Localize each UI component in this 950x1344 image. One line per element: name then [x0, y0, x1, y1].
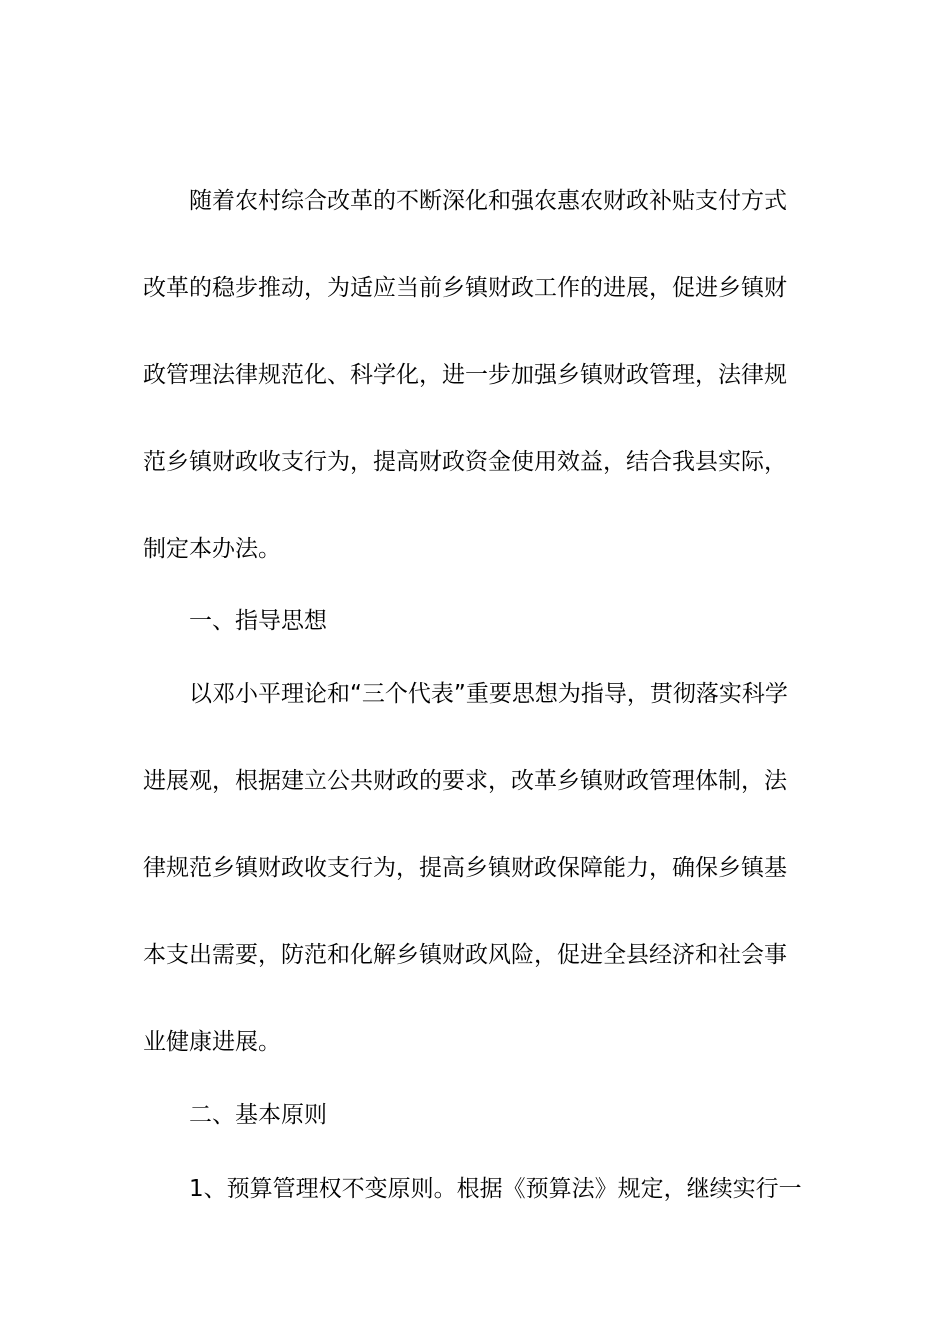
paragraph-1-line-4: 范乡镇财政收支行为，提高财政资金使用效益，结合我县实际， — [143, 449, 787, 475]
paragraph-2-line-3: 律规范乡镇财政收支行为，提高乡镇财政保障能力，确保乡镇基 — [143, 855, 787, 881]
paragraph-2-line-5: 业健康进展。 — [143, 1029, 281, 1055]
paragraph-3-line-1: 1、预算管理权不变原则。根据《预算法》规定，继续实行一 — [189, 1176, 802, 1202]
paragraph-1-line-5: 制定本办法。 — [143, 536, 281, 562]
paragraph-2-line-1: 以邓小平理论和“三个代表”重要思想为指导，贯彻落实科学 — [189, 681, 788, 707]
paragraph-2-line-2: 进展观，根据建立公共财政的要求，改革乡镇财政管理体制，法 — [143, 768, 787, 794]
section-heading-2: 二、基本原则 — [189, 1102, 327, 1128]
paragraph-2-line-4: 本支出需要，防范和化解乡镇财政风险，促进全县经济和社会事 — [143, 942, 787, 968]
section-heading-1: 一、指导思想 — [189, 608, 327, 634]
paragraph-1-line-3: 政管理法律规范化、科学化，进一步加强乡镇财政管理，法律规 — [143, 362, 787, 388]
paragraph-1-line-1: 随着农村综合改革的不断深化和强农惠农财政补贴支付方式 — [189, 188, 787, 214]
paragraph-1-line-2: 改革的稳步推动，为适应当前乡镇财政工作的进展，促进乡镇财 — [143, 275, 787, 301]
